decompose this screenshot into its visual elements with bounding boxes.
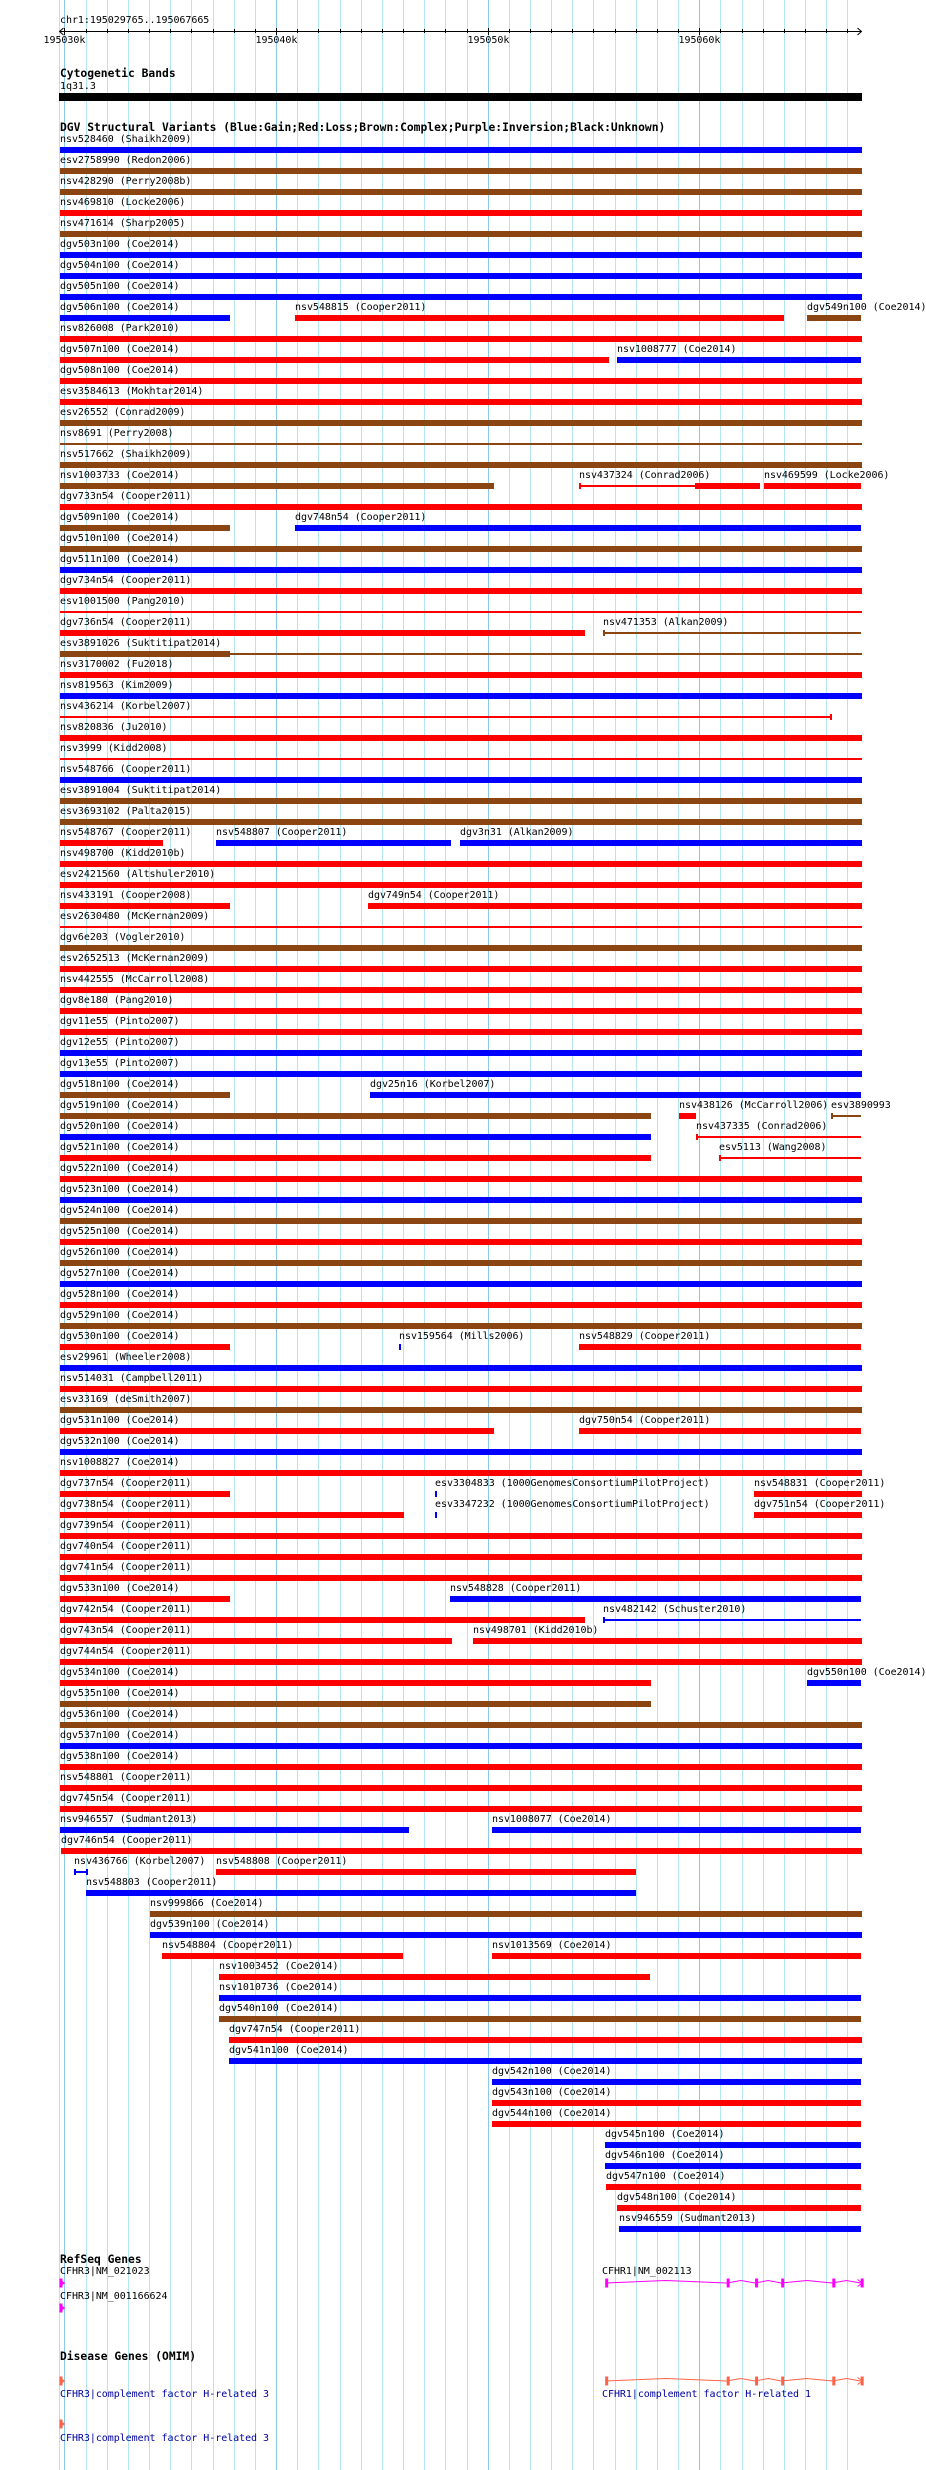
variant-label[interactable]: dgv507n100 (Coe2014) (60, 344, 180, 355)
variant-bar[interactable] (60, 1092, 230, 1098)
variant-label[interactable]: nsv999866 (Coe2014) (150, 1898, 264, 1909)
region-title: chr1:195029765..195067665 (60, 15, 210, 26)
variant-label[interactable]: dgv521n100 (Coe2014) (60, 1142, 180, 1153)
variant-label[interactable]: nsv548828 (Cooper2011) (450, 1583, 582, 1594)
variant-bar[interactable] (60, 1617, 585, 1623)
variant-bar[interactable] (60, 483, 494, 489)
variant-bar[interactable] (216, 840, 451, 846)
variant-label[interactable]: dgv524n100 (Coe2014) (60, 1205, 180, 1216)
variant-bar[interactable] (60, 567, 862, 573)
variant-label[interactable]: dgv543n100 (Coe2014) (492, 2087, 612, 2098)
variant-bar[interactable] (399, 1344, 401, 1350)
variant-bar[interactable] (435, 1491, 437, 1497)
variant-label[interactable]: dgv736n54 (Cooper2011) (60, 617, 192, 628)
variant-label[interactable]: esv2421560 (Altshuler2010) (60, 869, 216, 880)
variant-bar[interactable] (60, 1596, 230, 1602)
variant-label[interactable]: dgv526n100 (Coe2014) (60, 1247, 180, 1258)
variant-line[interactable] (831, 1115, 861, 1117)
variant-line[interactable] (603, 1619, 861, 1621)
variant-bar[interactable] (60, 1449, 862, 1455)
variant-bar[interactable] (60, 1323, 862, 1329)
dgv-track-title: DGV Structural Variants (Blue:Gain;Red:Loss;Brown:Complex;Purple:Inversion;Black:Unknown) (60, 121, 666, 134)
variant-label[interactable]: dgv504n100 (Coe2014) (60, 260, 180, 271)
variant-label[interactable]: dgv740n54 (Cooper2011) (60, 1541, 192, 1552)
variant-label[interactable]: dgv519n100 (Coe2014) (60, 1100, 180, 1111)
variant-bar[interactable] (695, 483, 759, 489)
variant-label[interactable]: nsv469810 (Locke2006) (60, 197, 186, 208)
variant-line[interactable] (603, 632, 861, 634)
variant-line[interactable] (74, 1871, 86, 1873)
variant-bar[interactable] (60, 315, 230, 321)
variant-label[interactable]: nsv1013569 (Coe2014) (492, 1940, 612, 1951)
variant-label[interactable]: nsv548767 (Cooper2011) (60, 827, 192, 838)
variant-bar[interactable] (60, 336, 862, 342)
variant-label[interactable]: esv3693102 (Palta2015) (60, 806, 192, 817)
variant-bar[interactable] (492, 2100, 861, 2106)
variant-label[interactable]: dgv747n54 (Cooper2011) (229, 2024, 361, 2035)
variant-bar[interactable] (579, 1344, 861, 1350)
variant-label[interactable]: dgv545n100 (Coe2014) (605, 2129, 725, 2140)
omim-gene-label[interactable]: CFHR1|complement factor H-related 1 (602, 2389, 811, 2400)
variant-bar[interactable] (60, 777, 862, 783)
variant-bar[interactable] (60, 819, 862, 825)
variant-label[interactable]: dgv748n54 (Cooper2011) (295, 512, 427, 523)
variant-bar[interactable] (370, 1092, 861, 1098)
refseq-gene-exon (781, 2279, 784, 2288)
variant-bar[interactable] (60, 231, 862, 237)
variant-bar[interactable] (219, 1995, 861, 2001)
variant-label[interactable]: esv26552 (Conrad2009) (60, 407, 186, 418)
variant-label[interactable]: dgv549n100 (Coe2014) (807, 302, 926, 313)
variant-bar[interactable] (60, 861, 862, 867)
variant-bar[interactable] (60, 399, 862, 405)
variant-label[interactable]: nsv469599 (Locke2006) (764, 470, 890, 481)
variant-label[interactable]: dgv742n54 (Cooper2011) (60, 1604, 192, 1615)
variant-bar[interactable] (60, 1281, 862, 1287)
variant-label[interactable]: dgv534n100 (Coe2014) (60, 1667, 180, 1678)
axis-tick-label: 195030k (43, 35, 86, 46)
variant-bar[interactable] (219, 1974, 650, 1980)
omim-gene-exon (727, 2377, 730, 2386)
variant-label[interactable]: nsv1010736 (Coe2014) (219, 1982, 339, 1993)
variant-bar[interactable] (150, 1932, 862, 1938)
variant-label[interactable]: dgv734n54 (Cooper2011) (60, 575, 192, 586)
variant-end-tick (579, 483, 581, 489)
variant-bar[interactable] (460, 840, 862, 846)
variant-label[interactable]: dgv525n100 (Coe2014) (60, 1226, 180, 1237)
variant-label[interactable]: nsv1008827 (Coe2014) (60, 1457, 180, 1468)
variant-bar[interactable] (60, 1239, 862, 1245)
variant-bar[interactable] (807, 315, 861, 321)
omim-track-title: Disease Genes (OMIM) (60, 2350, 197, 2363)
variant-label[interactable]: dgv12e55 (Pinto2007) (60, 1037, 180, 1048)
variant-bar[interactable] (617, 357, 861, 363)
variant-label[interactable]: dgv743n54 (Cooper2011) (60, 1625, 192, 1636)
variant-bar[interactable] (60, 651, 230, 657)
variant-end-tick (86, 1869, 88, 1875)
variant-label[interactable]: dgv533n100 (Coe2014) (60, 1583, 180, 1594)
variant-label[interactable]: esv2758990 (Redon2006) (60, 155, 192, 166)
variant-label[interactable]: nsv471614 (Sharp2005) (60, 218, 186, 229)
variant-label[interactable]: nsv437324 (Conrad2006) (579, 470, 711, 481)
variant-bar[interactable] (606, 2184, 861, 2190)
cytoband-label: 1q31.3 (60, 81, 96, 92)
variant-bar[interactable] (86, 1890, 636, 1896)
variant-label[interactable]: nsv159564 (Mills2006) (399, 1331, 525, 1342)
variant-label[interactable]: nsv436214 (Korbel2007) (60, 701, 192, 712)
variant-label[interactable]: dgv509n100 (Coe2014) (60, 512, 180, 523)
variant-label[interactable]: esv2630480 (McKernan2009) (60, 911, 210, 922)
variant-label[interactable]: nsv438126 (McCarroll2006) (679, 1100, 829, 1111)
variant-bar[interactable] (60, 1050, 862, 1056)
variant-bar[interactable] (60, 840, 163, 846)
variant-label[interactable]: dgv522n100 (Coe2014) (60, 1163, 180, 1174)
variant-bar[interactable] (60, 1701, 651, 1707)
variant-label[interactable]: dgv530n100 (Coe2014) (60, 1331, 180, 1342)
variant-label[interactable]: dgv13e55 (Pinto2007) (60, 1058, 180, 1069)
variant-label[interactable]: esv3584613 (Mokhtar2014) (60, 386, 204, 397)
variant-bar[interactable] (60, 945, 862, 951)
cytoband-bar[interactable] (59, 93, 862, 101)
variant-label[interactable]: dgv25n16 (Korbel2007) (370, 1079, 496, 1090)
variant-label[interactable]: esv3347232 (1000GenomesConsortiumPilotProject) (435, 1499, 710, 1510)
variant-bar[interactable] (60, 1260, 862, 1266)
refseq-track-title: RefSeq Genes (60, 2253, 142, 2266)
variant-label[interactable]: nsv548829 (Cooper2011) (579, 1331, 711, 1342)
variant-label[interactable]: dgv733n54 (Cooper2011) (60, 491, 192, 502)
variant-label[interactable]: nsv946557 (Sudmant2013) (60, 1814, 198, 1825)
refseq-gene-exon (605, 2279, 608, 2288)
variant-bar[interactable] (295, 525, 861, 531)
variant-label[interactable]: nsv1008077 (Coe2014) (492, 1814, 612, 1825)
variant-bar[interactable] (60, 189, 862, 195)
variant-end-tick (719, 1155, 721, 1161)
variant-label[interactable]: nsv548815 (Cooper2011) (295, 302, 427, 313)
variant-label[interactable]: dgv737n54 (Cooper2011) (60, 1478, 192, 1489)
variant-bar[interactable] (492, 1953, 861, 1959)
variant-bar[interactable] (807, 1680, 861, 1686)
variant-bar[interactable] (435, 1512, 437, 1518)
variant-label[interactable]: nsv548831 (Cooper2011) (754, 1478, 886, 1489)
variant-label[interactable]: esv3890993 (831, 1100, 891, 1111)
refseq-gene-label[interactable]: CFHR3|NM_021023 (60, 2266, 150, 2277)
variant-label[interactable]: dgv539n100 (Coe2014) (150, 1919, 270, 1930)
variant-bar[interactable] (60, 987, 862, 993)
variant-label[interactable]: dgv3n31 (Alkan2009) (460, 827, 574, 838)
variant-label[interactable]: dgv751n54 (Cooper2011) (754, 1499, 886, 1510)
variant-bar[interactable] (60, 1008, 862, 1014)
variant-label[interactable]: dgv532n100 (Coe2014) (60, 1436, 180, 1447)
variant-bar[interactable] (754, 1512, 862, 1518)
variant-bar[interactable] (60, 1743, 862, 1749)
axis-tick-label: 195060k (678, 35, 721, 46)
variant-label[interactable]: nsv820836 (Ju2010) (60, 722, 168, 733)
variant-label[interactable]: dgv528n100 (Coe2014) (60, 1289, 180, 1300)
variant-bar[interactable] (60, 1491, 230, 1497)
variant-label[interactable]: nsv428290 (Perry2008b) (60, 176, 192, 187)
variant-line[interactable] (60, 716, 832, 718)
variant-bar[interactable] (60, 630, 585, 636)
variant-label[interactable]: dgv503n100 (Coe2014) (60, 239, 180, 250)
variant-bar[interactable] (60, 1071, 862, 1077)
refseq-gene-label[interactable]: CFHR3|NM_001166624 (60, 2291, 168, 2302)
variant-label[interactable]: nsv548808 (Cooper2011) (216, 1856, 348, 1867)
variant-bar[interactable] (368, 903, 862, 909)
variant-label[interactable]: nsv436766 (Korbel2007) (74, 1856, 206, 1867)
variant-bar[interactable] (754, 1491, 862, 1497)
variant-bar[interactable] (60, 525, 230, 531)
variant-label[interactable]: dgv508n100 (Coe2014) (60, 365, 180, 376)
variant-label[interactable]: nsv498701 (Kidd2010b) (473, 1625, 599, 1636)
variant-bar[interactable] (60, 546, 862, 552)
variant-label[interactable]: dgv505n100 (Coe2014) (60, 281, 180, 292)
variant-bar[interactable] (60, 1029, 862, 1035)
variant-bar[interactable] (60, 735, 862, 741)
variant-label[interactable]: esv33169 (deSmith2007) (60, 1394, 192, 1405)
variant-bar[interactable] (60, 588, 862, 594)
variant-label[interactable]: dgv746n54 (Cooper2011) (61, 1835, 193, 1846)
variant-bar[interactable] (60, 1365, 862, 1371)
variant-label[interactable]: dgv536n100 (Coe2014) (60, 1709, 180, 1720)
variant-bar[interactable] (492, 2121, 861, 2127)
variant-end-tick (603, 630, 605, 636)
omim-gene-label[interactable]: CFHR3|complement factor H-related 3 (60, 2433, 269, 2444)
variant-label[interactable]: nsv946559 (Sudmant2013) (619, 2213, 757, 2224)
variant-bar[interactable] (764, 483, 861, 489)
variant-label[interactable]: nsv471353 (Alkan2009) (603, 617, 729, 628)
variant-bar[interactable] (605, 2163, 861, 2169)
variant-bar[interactable] (60, 1722, 862, 1728)
variant-label[interactable]: esv29961 (Wheeler2008) (60, 1352, 192, 1363)
variant-label[interactable]: nsv433191 (Cooper2008) (60, 890, 192, 901)
variant-bar[interactable] (60, 1302, 862, 1308)
omim-gene-exon (832, 2377, 835, 2386)
axis-tick-label: 195050k (467, 35, 510, 46)
variant-bar[interactable] (492, 1827, 861, 1833)
variant-bar[interactable] (60, 1533, 862, 1539)
variant-label[interactable]: dgv535n100 (Coe2014) (60, 1688, 180, 1699)
refseq-gene-exon (832, 2279, 835, 2288)
variant-bar[interactable] (60, 882, 862, 888)
variant-label[interactable]: nsv498700 (Kidd2010b) (60, 848, 186, 859)
variant-bar[interactable] (60, 1113, 651, 1119)
variant-bar[interactable] (60, 1428, 494, 1434)
variant-label[interactable]: dgv738n54 (Cooper2011) (60, 1499, 192, 1510)
variant-label[interactable]: dgv745n54 (Cooper2011) (60, 1793, 192, 1804)
omim-gene-exon (781, 2377, 784, 2386)
omim-gene-label[interactable]: CFHR3|complement factor H-related 3 (60, 2389, 269, 2400)
variant-label[interactable]: nsv437335 (Conrad2006) (696, 1121, 828, 1132)
variant-label[interactable]: nsv819563 (Kim2009) (60, 680, 174, 691)
variant-bar[interactable] (60, 420, 862, 426)
variant-bar[interactable] (162, 1953, 403, 1959)
variant-label[interactable]: dgv520n100 (Coe2014) (60, 1121, 180, 1132)
variant-label[interactable]: dgv540n100 (Coe2014) (219, 2003, 339, 2014)
variant-label[interactable]: dgv506n100 (Coe2014) (60, 302, 180, 313)
variant-bar[interactable] (679, 1113, 696, 1119)
variant-label[interactable]: nsv548803 (Cooper2011) (86, 1877, 218, 1888)
variant-bar[interactable] (60, 294, 862, 300)
refseq-gene-label[interactable]: CFHR1|NM_002113 (602, 2266, 692, 2277)
variant-label[interactable]: dgv510n100 (Coe2014) (60, 533, 180, 544)
variant-bar[interactable] (60, 672, 862, 678)
variant-bar[interactable] (150, 1911, 862, 1917)
variant-bar[interactable] (617, 2205, 861, 2211)
variant-bar[interactable] (60, 273, 862, 279)
variant-line[interactable] (719, 1157, 861, 1159)
omim-gene-exon (755, 2377, 758, 2386)
variant-bar[interactable] (60, 1470, 862, 1476)
variant-label[interactable]: esv5113 (Wang2008) (719, 1142, 827, 1153)
variant-bar[interactable] (60, 1806, 862, 1812)
variant-label[interactable]: nsv482142 (Schuster2010) (603, 1604, 747, 1615)
omim-gene-intron-line (605, 2379, 860, 2382)
variant-label[interactable]: dgv518n100 (Coe2014) (60, 1079, 180, 1090)
variant-end-tick (831, 1113, 833, 1119)
variant-label[interactable]: nsv442555 (McCarroll2008) (60, 974, 210, 985)
variant-bar[interactable] (60, 1638, 452, 1644)
variant-label[interactable]: dgv739n54 (Cooper2011) (60, 1520, 192, 1531)
variant-bar[interactable] (619, 2226, 861, 2232)
variant-bar[interactable] (216, 1869, 636, 1875)
variant-end-tick (74, 1869, 76, 1875)
variant-label[interactable]: dgv11e55 (Pinto2007) (60, 1016, 180, 1027)
variant-bar[interactable] (60, 147, 862, 153)
variant-bar[interactable] (60, 966, 862, 972)
variant-bar[interactable] (60, 1512, 404, 1518)
variant-bar[interactable] (229, 2058, 862, 2064)
variant-label[interactable]: dgv749n54 (Cooper2011) (368, 890, 500, 901)
variant-line[interactable] (60, 443, 862, 445)
variant-label[interactable]: nsv3170002 (Fu2018) (60, 659, 174, 670)
cytoband-track-title: Cytogenetic Bands (60, 67, 176, 80)
variant-label[interactable]: dgv541n100 (Coe2014) (229, 2045, 349, 2056)
variant-bar[interactable] (60, 798, 862, 804)
variant-bar[interactable] (60, 1155, 651, 1161)
variant-label[interactable]: dgv744n54 (Cooper2011) (60, 1646, 192, 1657)
variant-label[interactable]: dgv6e203 (Vogler2010) (60, 932, 186, 943)
variant-label[interactable]: nsv1003452 (Coe2014) (219, 1961, 339, 1972)
variant-bar[interactable] (60, 1575, 862, 1581)
variant-label[interactable]: dgv741n54 (Cooper2011) (60, 1562, 192, 1573)
variant-bar[interactable] (60, 210, 862, 216)
variant-bar[interactable] (61, 1848, 862, 1854)
variant-label[interactable]: nsv548766 (Cooper2011) (60, 764, 192, 775)
omim-gene-exon (605, 2377, 608, 2386)
variant-label[interactable]: dgv527n100 (Coe2014) (60, 1268, 180, 1279)
variant-label[interactable]: esv3304833 (1000GenomesConsortiumPilotProject) (435, 1478, 710, 1489)
variant-bar[interactable] (60, 1554, 862, 1560)
variant-line[interactable] (60, 926, 862, 928)
refseq-gene-exon (727, 2279, 730, 2288)
variant-bar[interactable] (60, 693, 862, 699)
variant-label[interactable]: dgv537n100 (Coe2014) (60, 1730, 180, 1741)
variant-label[interactable]: dgv546n100 (Coe2014) (605, 2150, 725, 2161)
variant-bar[interactable] (60, 168, 862, 174)
variant-bar[interactable] (60, 1218, 862, 1224)
variant-label[interactable]: nsv1008777 (Coe2014) (617, 344, 737, 355)
variant-bar[interactable] (579, 1428, 861, 1434)
variant-label[interactable]: dgv750n54 (Cooper2011) (579, 1415, 711, 1426)
variant-line[interactable] (60, 611, 862, 613)
variant-bar[interactable] (60, 1134, 651, 1140)
variant-bar[interactable] (492, 2079, 861, 2085)
variant-label[interactable]: dgv529n100 (Coe2014) (60, 1310, 180, 1321)
variant-bar[interactable] (60, 1344, 230, 1350)
variant-bar[interactable] (60, 1827, 409, 1833)
refseq-gene-exon (755, 2279, 758, 2288)
variant-bar[interactable] (473, 1638, 862, 1644)
variant-label[interactable]: esv3891004 (Suktitipat2014) (60, 785, 222, 796)
variant-label[interactable]: nsv3999 (Kidd2008) (60, 743, 168, 754)
variant-label[interactable]: nsv514031 (Campbell2011) (60, 1373, 204, 1384)
variant-bar[interactable] (60, 1680, 651, 1686)
variant-bar[interactable] (60, 1407, 862, 1413)
variant-bar[interactable] (605, 2142, 861, 2148)
variant-bar[interactable] (60, 1176, 862, 1182)
variant-label[interactable]: nsv826008 (Park2010) (60, 323, 180, 334)
variant-bar[interactable] (60, 1386, 862, 1392)
variant-bar[interactable] (60, 504, 862, 510)
variant-line[interactable] (60, 758, 862, 760)
variant-label[interactable]: dgv511n100 (Coe2014) (60, 554, 180, 565)
variant-label[interactable]: esv3891026 (Suktitipat2014) (60, 638, 222, 649)
variant-label[interactable]: esv1001500 (Pang2010) (60, 596, 186, 607)
variant-bar[interactable] (60, 462, 862, 468)
variant-bar[interactable] (60, 1659, 862, 1665)
variant-bar[interactable] (60, 1785, 862, 1791)
variant-bar[interactable] (219, 2016, 861, 2022)
variant-label[interactable]: dgv542n100 (Coe2014) (492, 2066, 612, 2077)
variant-label[interactable]: esv2652513 (McKernan2009) (60, 953, 210, 964)
variant-label[interactable]: dgv8e180 (Pang2010) (60, 995, 174, 1006)
variant-line[interactable] (696, 1136, 861, 1138)
variant-label[interactable]: nsv548807 (Cooper2011) (216, 827, 348, 838)
variant-bar[interactable] (60, 903, 230, 909)
variant-bar[interactable] (60, 378, 862, 384)
variant-label[interactable]: nsv548801 (Cooper2011) (60, 1772, 192, 1783)
variant-label[interactable]: dgv544n100 (Coe2014) (492, 2108, 612, 2119)
variant-bar[interactable] (60, 357, 609, 363)
variant-label[interactable]: dgv523n100 (Coe2014) (60, 1184, 180, 1195)
variant-label[interactable]: nsv517662 (Shaikh2009) (60, 449, 192, 460)
variant-bar[interactable] (450, 1596, 861, 1602)
variant-end-tick (830, 714, 832, 720)
variant-label[interactable]: dgv550n100 (Coe2014) (807, 1667, 926, 1678)
variant-bar[interactable] (229, 2037, 862, 2043)
variant-label[interactable]: nsv1003733 (Coe2014) (60, 470, 180, 481)
variant-bar[interactable] (60, 1197, 862, 1203)
variant-label[interactable]: nsv8691 (Perry2008) (60, 428, 174, 439)
variant-label[interactable]: dgv538n100 (Coe2014) (60, 1751, 180, 1762)
variant-bar[interactable] (60, 1764, 862, 1770)
variant-label[interactable]: dgv547n100 (Coe2014) (606, 2171, 726, 2182)
axis-tick-label: 195040k (255, 35, 298, 46)
refseq-gene-intron-line (605, 2281, 860, 2284)
variant-label[interactable]: dgv548n100 (Coe2014) (617, 2192, 737, 2203)
variant-bar[interactable] (295, 315, 784, 321)
variant-bar[interactable] (60, 252, 862, 258)
variant-end-tick (603, 1617, 605, 1623)
variant-label[interactable]: nsv548804 (Cooper2011) (162, 1940, 294, 1951)
variant-label[interactable]: dgv531n100 (Coe2014) (60, 1415, 180, 1426)
variant-label[interactable]: nsv528460 (Shaikh2009) (60, 134, 192, 145)
variant-end-tick (696, 1134, 698, 1140)
